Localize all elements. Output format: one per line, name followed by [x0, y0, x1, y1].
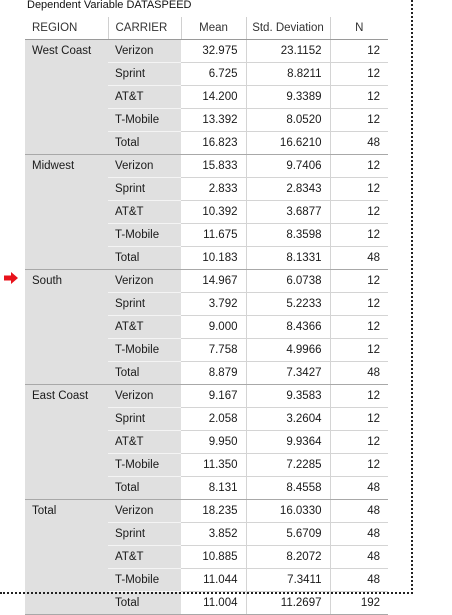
carrier-label[interactable]: Verizon	[108, 155, 181, 178]
descriptive-statistics-table[interactable]	[25, 17, 388, 615]
mean-cell[interactable]: 8.879	[181, 362, 246, 385]
carrier-label[interactable]: AT&T	[108, 201, 181, 224]
mean-cell[interactable]: 16.823	[181, 132, 246, 155]
n-cell[interactable]: 12	[330, 408, 388, 431]
carrier-label[interactable]: Verizon	[108, 40, 181, 63]
std-deviation-cell[interactable]: 16.0330	[246, 500, 330, 523]
n-cell[interactable]: 12	[330, 63, 388, 86]
mean-cell[interactable]: 2.833	[181, 178, 246, 201]
mean-cell[interactable]: 3.792	[181, 293, 246, 316]
mean-cell[interactable]: 10.885	[181, 546, 246, 569]
carrier-label[interactable]: T-Mobile	[108, 569, 181, 592]
std-deviation-cell[interactable]: 11.2697	[246, 592, 330, 615]
carrier-label[interactable]: T-Mobile	[108, 109, 181, 132]
std-deviation-cell[interactable]: 8.4558	[246, 477, 330, 500]
std-deviation-cell[interactable]: 9.9364	[246, 431, 330, 454]
table-row	[25, 500, 388, 523]
std-deviation-cell[interactable]: 8.2072	[246, 546, 330, 569]
carrier-label[interactable]: AT&T	[108, 431, 181, 454]
carrier-label[interactable]: Verizon	[108, 385, 181, 408]
mean-cell[interactable]: 3.852	[181, 523, 246, 546]
mean-cell[interactable]: 9.167	[181, 385, 246, 408]
region-label[interactable]: Total	[25, 500, 108, 615]
n-cell[interactable]: 12	[330, 293, 388, 316]
std-deviation-cell[interactable]: 9.3583	[246, 385, 330, 408]
std-deviation-cell[interactable]: 7.2285	[246, 454, 330, 477]
header-row	[25, 17, 388, 40]
std-deviation-cell[interactable]: 8.8211	[246, 63, 330, 86]
n-cell[interactable]: 12	[330, 40, 388, 63]
mean-cell[interactable]: 18.235	[181, 500, 246, 523]
n-cell[interactable]: 12	[330, 454, 388, 477]
std-deviation-cell[interactable]: 4.9966	[246, 339, 330, 362]
std-deviation-cell[interactable]: 7.3411	[246, 569, 330, 592]
carrier-label[interactable]: T-Mobile	[108, 224, 181, 247]
carrier-label[interactable]: Sprint	[108, 63, 181, 86]
std-deviation-cell[interactable]: 3.6877	[246, 201, 330, 224]
n-cell[interactable]: 12	[330, 109, 388, 132]
n-cell[interactable]: 48	[330, 362, 388, 385]
table-row	[25, 385, 388, 408]
carrier-label[interactable]: Sprint	[108, 408, 181, 431]
mean-cell[interactable]: 15.833	[181, 155, 246, 178]
column-header-region[interactable]: REGION	[25, 17, 108, 40]
std-deviation-cell[interactable]: 2.8343	[246, 178, 330, 201]
mean-cell[interactable]: 10.183	[181, 247, 246, 270]
table-row	[25, 155, 388, 178]
column-header-carrier[interactable]: CARRIER	[108, 17, 181, 40]
table-row	[25, 270, 388, 293]
carrier-label[interactable]: Total	[108, 362, 181, 385]
std-deviation-cell[interactable]: 3.2604	[246, 408, 330, 431]
n-cell[interactable]: 48	[330, 569, 388, 592]
n-cell[interactable]: 12	[330, 224, 388, 247]
mean-cell[interactable]: 14.200	[181, 86, 246, 109]
n-cell[interactable]: 48	[330, 477, 388, 500]
n-cell[interactable]: 12	[330, 270, 388, 293]
n-cell[interactable]: 12	[330, 86, 388, 109]
std-deviation-cell[interactable]: 5.6709	[246, 523, 330, 546]
region-label[interactable]: Midwest	[25, 155, 108, 270]
mean-cell[interactable]: 11.675	[181, 224, 246, 247]
n-cell[interactable]: 12	[330, 178, 388, 201]
mean-cell[interactable]: 7.758	[181, 339, 246, 362]
column-header-mean[interactable]: Mean	[181, 17, 246, 40]
std-deviation-cell[interactable]: 9.7406	[246, 155, 330, 178]
table-body	[25, 40, 388, 615]
n-cell[interactable]: 48	[330, 546, 388, 569]
carrier-label[interactable]: Sprint	[108, 293, 181, 316]
carrier-label[interactable]: T-Mobile	[108, 454, 181, 477]
carrier-label[interactable]: Total	[108, 477, 181, 500]
carrier-label[interactable]: AT&T	[108, 546, 181, 569]
carrier-label[interactable]: Total	[108, 132, 181, 155]
carrier-label[interactable]: Verizon	[108, 500, 181, 523]
mean-cell[interactable]: 11.044	[181, 569, 246, 592]
mean-cell[interactable]: 13.392	[181, 109, 246, 132]
std-deviation-cell[interactable]: 8.3598	[246, 224, 330, 247]
n-cell[interactable]: 12	[330, 339, 388, 362]
carrier-label[interactable]: Total	[108, 247, 181, 270]
carrier-label[interactable]: Sprint	[108, 523, 181, 546]
mean-cell[interactable]: 14.967	[181, 270, 246, 293]
mean-cell[interactable]: 10.392	[181, 201, 246, 224]
n-cell[interactable]: 48	[330, 500, 388, 523]
pivot-table-selection-border-right	[411, 0, 413, 594]
n-cell[interactable]: 12	[330, 201, 388, 224]
mean-cell[interactable]: 32.975	[181, 40, 246, 63]
std-deviation-cell[interactable]: 8.0520	[246, 109, 330, 132]
std-deviation-cell[interactable]: 7.3427	[246, 362, 330, 385]
n-cell[interactable]: 48	[330, 247, 388, 270]
n-cell[interactable]: 48	[330, 523, 388, 546]
column-header-n[interactable]: N	[330, 17, 388, 40]
std-deviation-cell[interactable]: 16.6210	[246, 132, 330, 155]
mean-cell[interactable]: 6.725	[181, 63, 246, 86]
carrier-label[interactable]: Sprint	[108, 178, 181, 201]
column-header-std-deviation[interactable]: Std. Deviation	[246, 17, 330, 40]
region-label[interactable]: East Coast	[25, 385, 108, 500]
mean-cell[interactable]: 9.950	[181, 431, 246, 454]
std-deviation-cell[interactable]: 5.2233	[246, 293, 330, 316]
std-deviation-cell[interactable]: 9.3389	[246, 86, 330, 109]
carrier-label[interactable]: Verizon	[108, 270, 181, 293]
std-deviation-cell[interactable]: 8.4366	[246, 316, 330, 339]
mean-cell[interactable]: 9.000	[181, 316, 246, 339]
n-cell[interactable]: 48	[330, 132, 388, 155]
table-caption: Dependent Variable DATASPEED	[27, 0, 192, 11]
carrier-label[interactable]: AT&T	[108, 316, 181, 339]
n-cell[interactable]: 12	[330, 316, 388, 339]
mean-cell[interactable]: 11.004	[181, 592, 246, 615]
n-cell[interactable]: 192	[330, 592, 388, 615]
region-label[interactable]: South	[25, 270, 108, 385]
n-cell[interactable]: 12	[330, 385, 388, 408]
carrier-label[interactable]: AT&T	[108, 86, 181, 109]
table-row	[25, 40, 388, 63]
pivot-table-selection-border-bottom	[0, 592, 413, 594]
mean-cell[interactable]: 8.131	[181, 477, 246, 500]
red-arrow-icon	[4, 272, 18, 284]
carrier-label[interactable]: T-Mobile	[108, 339, 181, 362]
carrier-label[interactable]: Total	[108, 592, 181, 615]
std-deviation-cell[interactable]: 23.1152	[246, 40, 330, 63]
region-label[interactable]: West Coast	[25, 40, 108, 155]
n-cell[interactable]: 12	[330, 155, 388, 178]
n-cell[interactable]: 12	[330, 431, 388, 454]
mean-cell[interactable]: 2.058	[181, 408, 246, 431]
std-deviation-cell[interactable]: 6.0738	[246, 270, 330, 293]
std-deviation-cell[interactable]: 8.1331	[246, 247, 330, 270]
mean-cell[interactable]: 11.350	[181, 454, 246, 477]
